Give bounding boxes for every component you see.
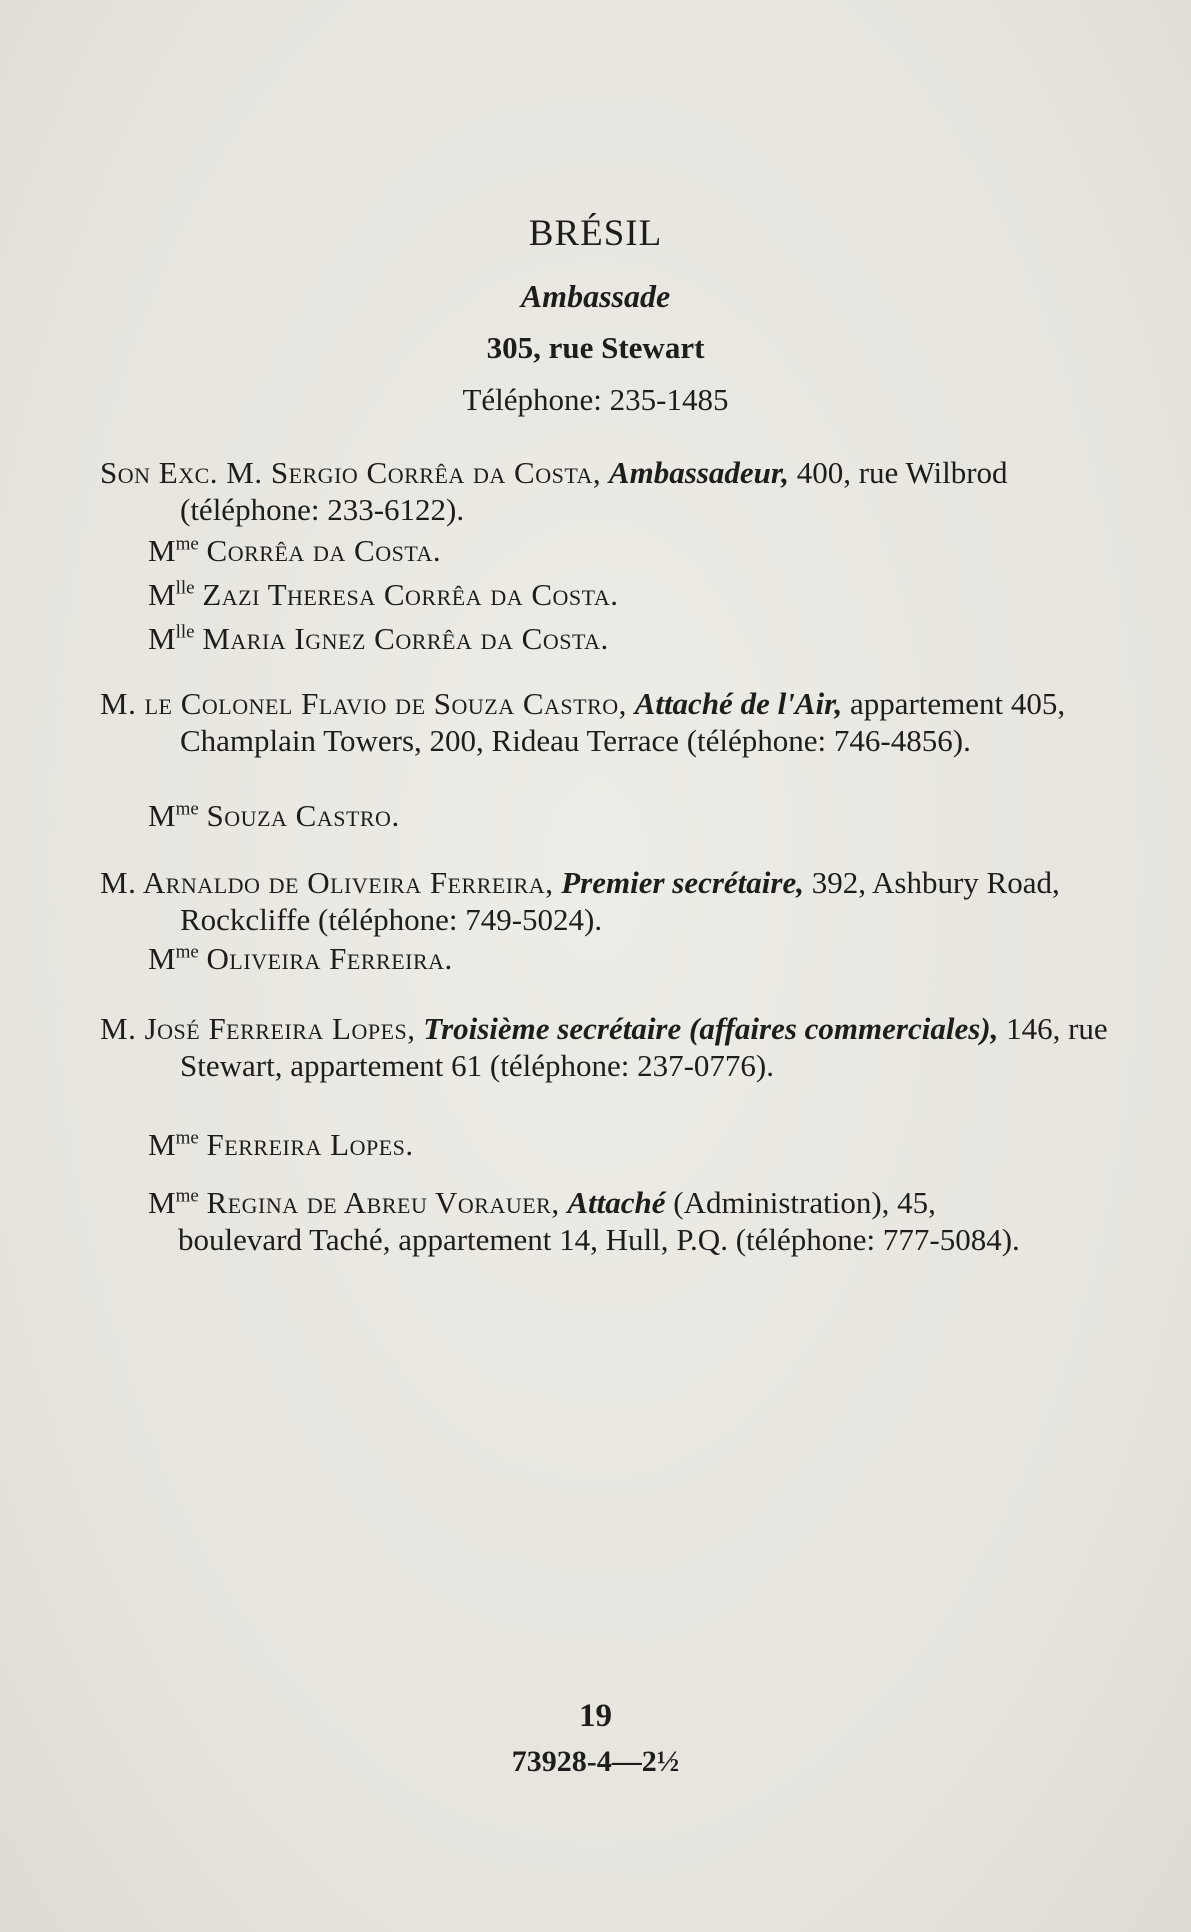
country-heading: BRÉSIL <box>528 213 663 254</box>
family-member: $M^{me}$ Corrêa da Costa. <box>148 533 442 568</box>
family-member: $M^{lle}$ Zazi Theresa Corrêa da Costa. <box>148 577 619 612</box>
staff-name: M. Arnaldo de Oliveira Ferreira, <box>100 865 554 900</box>
staff-details: 392, Ashbury Road, Rockcliffe (téléphone: 749-5024). <box>180 865 1060 937</box>
staff-honorific: M <box>148 1185 176 1220</box>
embassy-telephone: Téléphone: 235-1485 <box>462 382 729 417</box>
staff-entry-air-attache <box>100 685 1110 759</box>
staff-entry-attache-administration: $M^{me}$ Regina de Abreu Vorauer, Attaché (Administration), 45, boulevard Taché, appartement 14, Hull, P.Q. (téléphone: 777-5084). <box>148 1185 1020 1257</box>
family-member: $M^{me}$ Souza Castro. <box>148 798 400 833</box>
staff-title: Attaché <box>567 1185 666 1220</box>
staff-details: 400, rue Wilbrod (téléphone: 233-6122). <box>180 455 1008 527</box>
staff-title: Troisième secrétaire (affaires commerciales), <box>423 1011 999 1046</box>
staff-details: (Administration), 45, boulevard Taché, appartement 14, Hull, P.Q. (téléphone: 777-5084). <box>178 1185 1020 1257</box>
staff-title: Ambassadeur, <box>608 455 789 490</box>
staff-entry-third-secretary <box>100 1010 1110 1084</box>
staff-details: 146, rue Stewart, appartement 61 (téléphone: 237-0776). <box>180 1011 1108 1083</box>
staff-name: M. le Colonel Flavio de Souza Castro, <box>100 686 627 721</box>
staff-title: Attaché de l'Air, <box>634 686 843 721</box>
staff-name: Son Exc. M. Sergio Corrêa da Costa, <box>100 455 602 490</box>
family-member: $M^{me}$ Oliveira Ferreira. <box>148 941 453 976</box>
embassy-address: 305, rue Stewart <box>486 330 705 365</box>
section-subtitle: Ambassade <box>520 278 671 314</box>
staff-name: M. José Ferreira Lopes, <box>100 1011 416 1046</box>
page-number: 19 <box>579 1698 612 1734</box>
family-member: $M^{lle}$ Maria Ignez Corrêa da Costa. <box>148 621 609 656</box>
staff-entry-ambassador <box>100 454 1110 528</box>
print-code: 73928-4—2½ <box>511 1745 680 1778</box>
staff-title: Premier secrétaire, <box>561 865 804 900</box>
staff-details: appartement 405, Champlain Towers, 200, Rideau Terrace (téléphone: 746-4856). <box>180 686 1066 758</box>
family-member: $M^{me}$ Ferreira Lopes. <box>148 1127 414 1162</box>
staff-name: Regina de Abreu Vorauer, <box>206 1185 560 1220</box>
staff-entry-first-secretary <box>100 864 1110 938</box>
